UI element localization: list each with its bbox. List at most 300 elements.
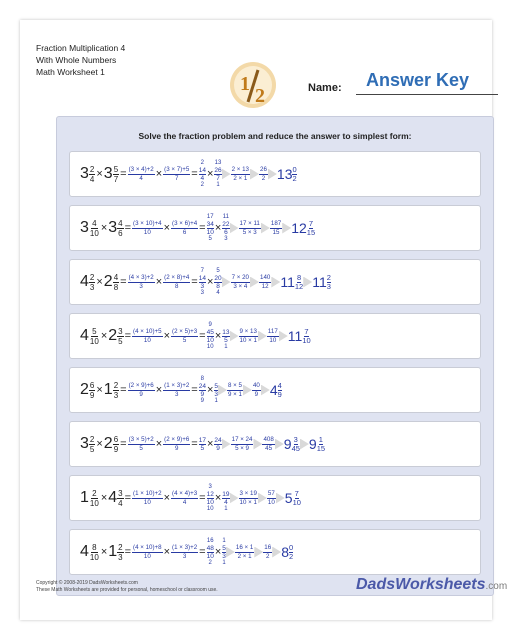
multiply-step-denominator: 5 × 9 <box>235 444 249 452</box>
cancel-step-1-fraction <box>207 545 214 560</box>
cancel-step-2-fraction <box>222 221 229 236</box>
product-fraction-numerator: 16 <box>264 543 272 551</box>
times-sign: × <box>214 330 222 342</box>
multiply-step-numerator: 17 × 11 <box>239 219 260 227</box>
svg-text:2: 2 <box>255 85 265 107</box>
problem-row <box>69 259 481 305</box>
cancel-step-2-numerator: 5 <box>214 382 219 390</box>
step-arrow <box>254 547 263 558</box>
mixed-number-1-fraction-denominator: 10 <box>89 228 99 238</box>
step-arrow <box>258 493 267 504</box>
mixed-number-1-whole: 4 <box>80 273 89 290</box>
problems-panel <box>56 116 494 596</box>
answer-fraction <box>278 382 282 399</box>
answer-whole: 11 <box>280 274 295 290</box>
product-fraction <box>267 490 276 507</box>
mixed-number-1-whole: 4 <box>80 327 89 344</box>
cancel-step-2-bottom: 3 <box>224 235 228 242</box>
cancel-step-1 <box>207 538 214 567</box>
improper-step-1-denominator: 10 <box>143 498 151 506</box>
mixed-number-2 <box>108 489 123 508</box>
answer-denominator: 45 <box>291 443 300 453</box>
improper-step-1 <box>132 220 163 237</box>
mixed-number-2-fraction-denominator: 6 <box>118 228 123 238</box>
multiply-step-numerator: 17 × 24 <box>231 435 253 443</box>
cancel-step-1-top: 2 <box>200 159 204 166</box>
reduced-answer-fraction <box>317 436 325 453</box>
answer <box>288 328 311 345</box>
equals-sign: = <box>120 384 127 396</box>
equals-sign: = <box>124 546 132 558</box>
improper-step-1 <box>128 166 155 183</box>
multiply-step-numerator: 9 × 13 <box>239 327 257 335</box>
cancel-step-1-denominator: 9 <box>200 390 205 398</box>
improper-step-1-denominator: 5 <box>139 444 143 452</box>
product-fraction-denominator: 10 <box>269 336 277 344</box>
improper-step-2 <box>163 382 190 399</box>
cancel-step-2-denominator: 3 <box>214 390 219 398</box>
times-sign: × <box>163 546 171 558</box>
answer <box>285 490 301 507</box>
answer <box>270 382 282 399</box>
cancel-step-2-bottom: 1 <box>224 343 228 350</box>
half-fraction-logo <box>228 60 278 110</box>
multiply-step-numerator: 16 × 1 <box>235 543 254 551</box>
times-sign: × <box>96 384 103 396</box>
cancel-step-1 <box>207 484 214 513</box>
mixed-number-2-fraction-denominator: 3 <box>118 552 123 562</box>
cancel-step-1-top <box>202 430 204 437</box>
mixed-number-1-fraction-numerator: 2 <box>89 434 95 444</box>
problem-steps <box>80 476 301 520</box>
step-arrow <box>226 547 235 558</box>
multiply-step-denominator: 10 × 1 <box>239 336 257 344</box>
improper-step-1-numerator: (3 × 10)+4 <box>133 219 162 227</box>
equals-sign: = <box>199 222 206 234</box>
usage-note: These Math Worksheets are provided for personal, homeschool or classroom use. <box>36 587 218 593</box>
answer-numerator: 3 <box>293 434 298 444</box>
cancel-step-1-fraction <box>207 491 214 506</box>
times-sign: × <box>214 546 222 558</box>
improper-step-1-numerator: (1 × 10)+2 <box>133 489 162 497</box>
equals-sign: = <box>191 276 198 288</box>
mixed-number-2-fraction-numerator: 5 <box>113 164 119 174</box>
problem-row <box>69 313 481 359</box>
cancel-step-2 <box>222 322 229 351</box>
reduced-answer-whole: 11 <box>312 274 327 290</box>
step-arrow <box>250 277 259 288</box>
cancel-step-1-denominator: 3 <box>200 282 205 290</box>
reduced-answer-numerator: 2 <box>326 272 331 282</box>
cancel-step-1-top: 8 <box>200 375 204 382</box>
multiply-step <box>239 490 258 507</box>
answer-whole: 5 <box>284 490 293 506</box>
equals-sign: = <box>191 438 198 450</box>
worksheet-page <box>20 20 508 620</box>
product-fraction-numerator: 40 <box>252 381 260 389</box>
mixed-number-1 <box>80 489 100 508</box>
cancel-step-2-numerator: 13 <box>222 328 230 336</box>
mixed-number-1-whole: 1 <box>80 489 89 506</box>
copyright-text: Copyright © 2008-2019 DadsWorksheets.com <box>36 580 138 586</box>
step-arrow <box>300 439 309 450</box>
times-sign: × <box>100 222 108 234</box>
cancel-step-2-fraction <box>222 491 229 506</box>
mixed-number-2-fraction-numerator: 3 <box>118 488 123 498</box>
mixed-number-2 <box>104 435 119 454</box>
multiply-step <box>239 328 258 345</box>
cancel-step-2-top: 1 <box>222 537 226 544</box>
instructions: Solve the fraction problem and reduce the answer to simplest form: <box>138 131 412 141</box>
mixed-number-1-fraction-denominator: 5 <box>89 444 95 454</box>
mixed-number-2 <box>108 219 123 238</box>
problem-steps <box>80 368 282 412</box>
improper-step-1-denominator: 4 <box>139 174 143 182</box>
cancel-step-1-fraction <box>199 437 206 452</box>
cancel-step-1 <box>199 430 206 459</box>
mixed-number-2 <box>108 543 123 562</box>
improper-step-1 <box>128 274 155 291</box>
improper-step-2-numerator: (2 × 5)+3 <box>172 327 198 335</box>
answer-fraction <box>292 436 300 453</box>
cancel-step-2-fraction <box>214 275 221 290</box>
multiply-step-numerator: 2 × 13 <box>231 165 250 173</box>
cancel-step-2-bottom <box>217 452 219 459</box>
svg-text:1: 1 <box>240 73 250 95</box>
equals-sign: = <box>199 330 206 342</box>
improper-step-2 <box>163 166 190 183</box>
step-arrow <box>243 385 252 396</box>
times-sign: × <box>163 330 171 342</box>
answer <box>280 274 303 291</box>
answer-numerator: 7 <box>308 218 314 228</box>
mixed-number-1-whole: 3 <box>80 435 89 452</box>
improper-step-1 <box>128 382 155 399</box>
mixed-number-2-whole: 3 <box>103 165 113 182</box>
cancel-step-2-fraction <box>214 437 221 452</box>
product-fraction <box>259 166 268 183</box>
cancel-step-1-top: 3 <box>208 483 212 490</box>
brand-part-2: Worksheets <box>395 576 486 593</box>
times-sign: × <box>100 546 108 558</box>
times-sign: × <box>96 168 103 180</box>
cancel-step-1-top: 7 <box>200 267 204 274</box>
times-sign: × <box>206 384 214 396</box>
answer <box>284 436 300 453</box>
mixed-number-2-fraction-denominator: 3 <box>113 390 119 400</box>
brand-part-1: Dads <box>356 576 396 593</box>
mixed-number-2 <box>104 381 119 400</box>
product-fraction-denominator: 2 <box>266 552 270 560</box>
mixed-number-2 <box>108 327 123 346</box>
multiply-step-numerator: 7 × 20 <box>231 273 250 281</box>
times-sign: × <box>163 492 171 504</box>
cancel-step-2 <box>214 376 218 405</box>
cancel-step-1 <box>207 214 214 243</box>
mixed-number-2-whole: 2 <box>108 327 118 344</box>
times-sign: × <box>155 168 163 180</box>
product-fraction-numerator: 187 <box>270 219 282 227</box>
mixed-number-2-fraction-numerator: 4 <box>118 218 123 228</box>
multiply-step-denominator: 2 × 1 <box>237 552 252 560</box>
brand-part-3: .com <box>485 581 508 592</box>
mixed-number-2-fraction-denominator: 7 <box>113 174 119 184</box>
improper-step-1 <box>132 490 163 507</box>
mixed-number-2-whole: 4 <box>108 489 118 506</box>
times-sign: × <box>214 222 222 234</box>
mixed-number-1 <box>80 165 95 184</box>
step-arrow <box>303 277 312 288</box>
answer-fraction <box>295 274 303 291</box>
reduced-answer-denominator: 15 <box>316 443 326 453</box>
product-fraction-numerator: 57 <box>267 489 275 497</box>
cancel-step-2-denominator: 6 <box>224 228 228 236</box>
mixed-number-1 <box>80 219 100 238</box>
answer-denominator: 2 <box>292 173 297 183</box>
step-arrow <box>258 331 267 342</box>
multiply-step <box>227 382 243 399</box>
product-fraction-denominator: 2 <box>261 174 266 182</box>
problem-steps <box>80 530 293 574</box>
improper-step-2-denominator: 3 <box>182 552 187 560</box>
cancel-step-2-top <box>215 376 217 383</box>
problem-row <box>69 475 481 521</box>
step-arrow <box>261 223 270 234</box>
step-arrow <box>268 169 277 180</box>
improper-step-2-numerator: (1 × 3)+2 <box>164 381 190 389</box>
mixed-number-1-fraction-denominator: 4 <box>89 174 95 184</box>
mixed-number-2-whole: 2 <box>103 273 113 290</box>
answer-fraction <box>307 220 315 237</box>
mixed-number-1-fraction-numerator: 2 <box>89 272 95 282</box>
answer-denominator: 15 <box>306 227 316 237</box>
equals-sign: = <box>120 168 127 180</box>
mixed-number-1-fraction-denominator: 10 <box>89 498 99 508</box>
problem-steps <box>80 314 311 358</box>
answer-whole: 8 <box>281 544 289 560</box>
cancel-step-2-fraction <box>214 167 221 182</box>
product-fraction-numerator: 408 <box>263 435 274 443</box>
reduced-answer-numerator: 1 <box>318 434 323 444</box>
mixed-number-1-fraction <box>89 543 100 562</box>
answer-numerator: 4 <box>277 380 282 390</box>
mixed-number-1-fraction-numerator: 2 <box>89 164 95 174</box>
improper-step-1-numerator: (4 × 10)+8 <box>133 543 162 551</box>
problem-row <box>69 151 481 197</box>
step-arrow <box>222 439 231 450</box>
cancel-step-1-top: 9 <box>208 321 212 328</box>
cancel-step-2-top <box>225 484 227 491</box>
multiply-step <box>231 274 250 291</box>
product-fraction-denominator: 10 <box>267 498 275 506</box>
cancel-step-1-fraction <box>199 167 206 182</box>
cancel-step-1-bottom <box>202 452 204 459</box>
cancel-step-2 <box>222 484 229 513</box>
step-arrow <box>276 493 285 504</box>
footer-copyright <box>36 580 218 594</box>
mixed-number-1-fraction-denominator: 10 <box>89 336 99 346</box>
mixed-number-1-whole: 4 <box>80 543 89 560</box>
mixed-number-1 <box>80 543 100 562</box>
improper-step-1-denominator: 10 <box>143 228 151 236</box>
cancel-step-1-top: 17 <box>206 213 214 220</box>
cancel-step-2-numerator: 20 <box>214 274 222 282</box>
equals-sign: = <box>191 168 198 180</box>
step-arrow <box>218 385 227 396</box>
mixed-number-1-fraction-denominator: 9 <box>89 390 95 400</box>
mixed-number-1-fraction-numerator: 8 <box>92 542 97 552</box>
cancel-step-2 <box>222 538 226 567</box>
equals-sign: = <box>199 546 206 558</box>
cancel-step-2-top: 5 <box>216 267 220 274</box>
answer-denominator: 10 <box>292 497 301 507</box>
cancel-step-1-fraction <box>199 383 206 398</box>
problem-steps <box>80 260 331 304</box>
product-fraction-denominator: 9 <box>254 390 259 398</box>
cancel-step-1-denominator: 4 <box>200 174 205 182</box>
improper-step-2-denominator: 7 <box>174 174 179 182</box>
cancel-step-2-fraction <box>214 383 218 398</box>
equals-sign: = <box>191 384 198 396</box>
answer-whole: 12 <box>291 220 307 236</box>
cancel-step-2-denominator: 9 <box>216 444 220 452</box>
times-sign: × <box>206 276 214 288</box>
mixed-number-2-fraction-numerator: 2 <box>118 542 123 552</box>
cancel-step-2-top: 11 <box>222 213 230 220</box>
mixed-number-1-fraction <box>89 327 100 346</box>
answer-fraction <box>302 328 310 345</box>
answer-whole: 11 <box>287 328 303 344</box>
cancel-step-2-numerator: 24 <box>214 436 222 444</box>
step-arrow <box>272 547 281 558</box>
step-arrow <box>253 439 262 450</box>
mixed-number-1 <box>80 381 95 400</box>
cancel-step-2-top <box>217 430 219 437</box>
cancel-step-1 <box>207 322 214 351</box>
cancel-step-2-denominator: 8 <box>216 282 220 290</box>
cancel-step-1-numerator: 48 <box>206 544 214 552</box>
answer <box>291 220 315 237</box>
problem-steps <box>80 206 315 250</box>
mixed-number-2-fraction-denominator: 4 <box>118 498 123 508</box>
answer-numerator: 7 <box>294 488 299 498</box>
cancel-step-1-denominator: 10 <box>206 228 214 236</box>
cancel-step-1-numerator: 17 <box>198 436 206 444</box>
improper-step-2-denominator: 4 <box>182 498 187 506</box>
mixed-number-2-fraction-denominator: 8 <box>113 282 119 292</box>
cancel-step-1-numerator: 24 <box>198 382 206 390</box>
answer-denominator: 12 <box>294 281 304 291</box>
product-fraction <box>259 274 271 291</box>
step-arrow <box>282 223 291 234</box>
multiply-step-denominator: 5 × 3 <box>242 228 257 236</box>
equals-sign: = <box>199 492 206 504</box>
answer-numerator: 7 <box>304 326 309 336</box>
cancel-step-2-denominator: 5 <box>224 336 228 344</box>
answer <box>277 166 297 183</box>
mixed-number-2-whole: 1 <box>108 543 118 560</box>
mixed-number-2-fraction-denominator: 5 <box>118 336 123 346</box>
cancel-step-1-bottom: 9 <box>200 397 204 404</box>
times-sign: × <box>96 276 103 288</box>
cancel-step-2-top: 13 <box>214 159 222 166</box>
cancel-step-1-numerator: 14 <box>198 274 206 282</box>
cancel-step-2-denominator: 3 <box>222 552 226 560</box>
improper-step-2 <box>163 436 190 453</box>
cancel-step-1-numerator: 45 <box>206 328 214 336</box>
mixed-number-1-fraction-numerator: 4 <box>92 218 97 228</box>
times-sign: × <box>214 492 222 504</box>
reduced-answer-denominator: 3 <box>326 281 331 291</box>
worksheet-number: Math Worksheet 1 <box>36 67 105 77</box>
cancel-step-2-numerator: 22 <box>222 220 230 228</box>
reduced-answer-whole: 9 <box>308 436 317 452</box>
cancel-step-2-numerator: 19 <box>222 490 230 498</box>
times-sign: × <box>155 276 163 288</box>
cancel-step-2-denominator: 4 <box>224 498 228 506</box>
cancel-step-2-numerator: 5 <box>222 544 226 552</box>
mixed-number-2-fraction-numerator: 2 <box>113 380 119 390</box>
mixed-number-2-whole: 3 <box>108 219 118 236</box>
multiply-step <box>239 220 261 237</box>
problem-row <box>69 205 481 251</box>
cancel-step-1 <box>199 268 206 297</box>
cancel-step-2-denominator: 7 <box>216 174 220 182</box>
product-fraction-numerator: 140 <box>260 273 271 281</box>
cancel-step-2-bottom: 4 <box>216 289 220 296</box>
mixed-number-1-fraction-numerator: 6 <box>89 380 95 390</box>
mixed-number-1-fraction-numerator: 2 <box>92 488 97 498</box>
cancel-step-2-fraction <box>222 329 229 344</box>
mixed-number-2-fraction-numerator: 6 <box>113 434 119 444</box>
improper-step-1-denominator: 3 <box>139 282 143 290</box>
times-sign: × <box>100 492 108 504</box>
mixed-number-2 <box>104 165 119 184</box>
times-sign: × <box>163 222 171 234</box>
improper-step-1-numerator: (3 × 4)+2 <box>128 165 154 173</box>
mixed-number-1 <box>80 435 95 454</box>
mixed-number-1-fraction <box>89 489 100 508</box>
improper-step-2-numerator: (3 × 6)+4 <box>172 219 198 227</box>
improper-step-2-denominator: 9 <box>174 444 179 452</box>
mixed-number-1-fraction-denominator: 10 <box>89 552 99 562</box>
product-fraction-numerator: 117 <box>267 327 278 335</box>
step-arrow <box>230 493 239 504</box>
improper-step-2 <box>171 220 198 237</box>
improper-step-2-numerator: (2 × 8)+4 <box>164 273 190 281</box>
product-fraction <box>270 220 282 237</box>
product-fraction <box>252 382 261 399</box>
improper-step-2-numerator: (1 × 3)+2 <box>172 543 198 551</box>
mixed-number-1-fraction-numerator: 5 <box>92 326 97 336</box>
answer-fraction <box>292 166 296 183</box>
improper-step-2-numerator: (4 × 4)+3 <box>172 489 198 497</box>
improper-step-2 <box>171 328 198 345</box>
times-sign: × <box>155 438 163 450</box>
improper-step-1-numerator: (3 × 5)+2 <box>128 435 154 443</box>
cancel-step-1-denominator: 5 <box>200 444 205 452</box>
cancel-step-1 <box>199 160 206 189</box>
answer-whole: 9 <box>283 436 292 452</box>
mixed-number-1-whole: 3 <box>80 165 89 182</box>
answer <box>281 544 293 561</box>
times-sign: × <box>100 330 108 342</box>
product-fraction <box>262 436 274 453</box>
step-arrow <box>279 331 288 342</box>
cancel-step-2-fraction <box>222 545 226 560</box>
mixed-number-2-whole: 1 <box>103 381 113 398</box>
step-arrow <box>222 277 231 288</box>
